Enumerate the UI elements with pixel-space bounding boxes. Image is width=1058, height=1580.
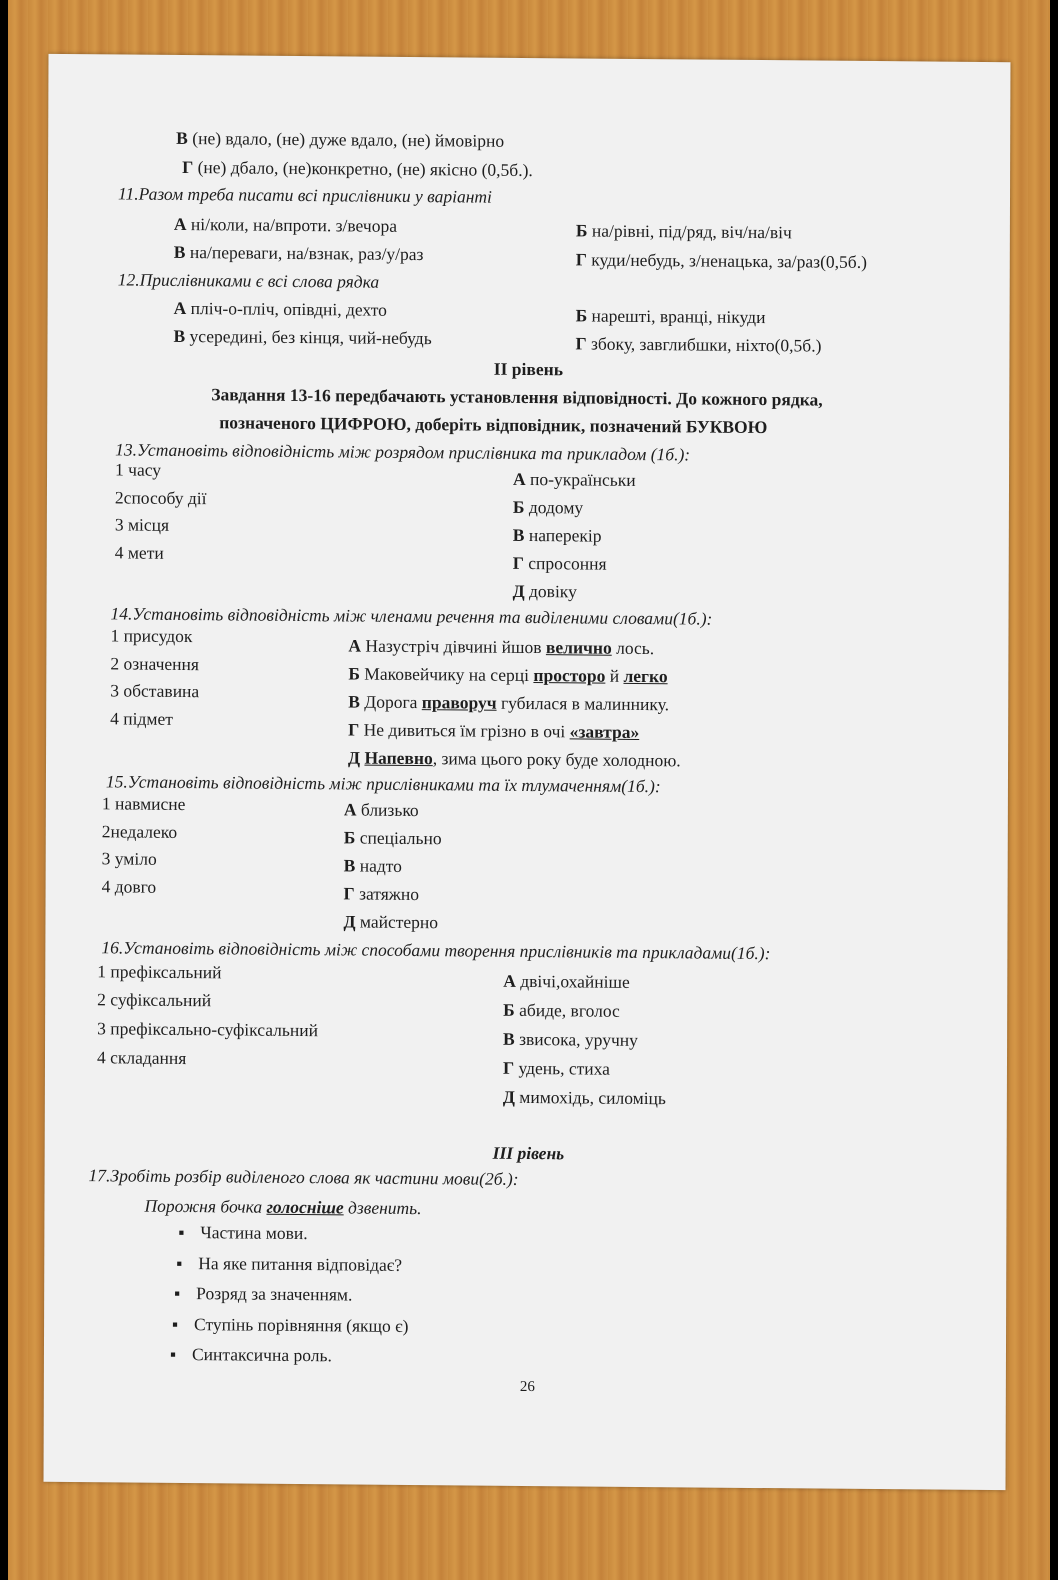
q13-left-4: 4 мети [114, 542, 164, 563]
document-page [44, 54, 1011, 1490]
q17-item-1: Частина мови. [200, 1222, 308, 1244]
q16-right-d: Д мимохідь, силоміць [502, 1086, 666, 1109]
q13-left-3: 3 місця [114, 514, 170, 535]
q15-left-2: 2недалеко [101, 821, 178, 842]
q16-left-3: 3 префіксально-суфіксальний [97, 1018, 319, 1041]
q13-right-g: Г спросоння [512, 552, 607, 574]
q16-left-1: 1 префіксальний [97, 961, 222, 983]
q14-title: 14.Установіть відповідність між членами речення та виділеними словами(1б.): [110, 603, 713, 629]
q17-item-5: Синтаксична роль. [191, 1344, 332, 1366]
q13-right-d: Д довіку [512, 580, 577, 602]
q13-right-a: А по-українськи [512, 468, 636, 490]
q12-option-b: Б нарешті, вранці, нікуди [575, 305, 766, 328]
q14-sentence-d: Д Напевно, зима цього року буде холодною. [348, 747, 681, 771]
q17-item-2: На яке питання відповідає? [198, 1253, 403, 1275]
q15-left-4: 4 довго [101, 876, 157, 897]
level-3-heading: ІІІ рівень [492, 1142, 565, 1164]
q15-right-g: Г затяжно [343, 883, 420, 905]
q11-option-b: Б на/рівні, під/ряд, віч/на/віч [575, 220, 792, 243]
q15-right-b: Б спеціально [343, 827, 442, 849]
q10-option-g: Г (не) дбало, (не)конкретно, (не) якісно (0,5б.). [182, 156, 533, 181]
q11-option-g: Г куди/небудь, з/ненацька, за/раз(0,5б.) [575, 249, 867, 272]
q14-left-3: 3 обставина [110, 680, 200, 702]
level-2-intro-line1: Завдання 13-16 передбачають установлення відповідності. До кожного рядка, [211, 384, 823, 410]
q17-sentence: Порожня бочка голосніше дзвенить. [144, 1195, 422, 1219]
q13-left-2: 2способу дії [114, 487, 207, 509]
q16-right-v: В звисока, уручну [503, 1028, 638, 1050]
q11-title: 11.Разом треба писати всі прислівники у варіанті [117, 183, 492, 207]
q13-right-v: В наперекір [512, 524, 602, 546]
q16-right-b: Б абиде, вголос [503, 999, 620, 1021]
q15-right-v: В надто [343, 855, 402, 876]
q13-left-1: 1 часу [115, 459, 162, 480]
level-2-heading: ІІ рівень [493, 358, 564, 380]
bullet-icon: ▪ [178, 1222, 185, 1243]
q12-title: 12.Прислівниками є всі слова рядка [117, 269, 380, 292]
q12-option-g: Г збоку, завглибшки, ніхто(0,5б.) [575, 333, 822, 356]
q14-left-2: 2 означення [110, 653, 199, 675]
q16-right-g: Г удень, стиха [502, 1057, 611, 1079]
q12-option-a: А пліч-о-пліч, опівдні, дехто [173, 297, 387, 320]
q14-sentence-a: А Назустріч дівчині йшов велично лось. [348, 635, 655, 659]
q16-title: 16.Установіть відповідність між способами творення прислівників та прикладами(1б.): [101, 937, 771, 964]
bullet-icon: ▪ [169, 1344, 177, 1364]
q15-left-3: 3 уміло [101, 848, 157, 869]
q14-sentence-g: Г Не дивиться їм грізно в очі «завтра» [348, 719, 640, 742]
q11-option-a: А ні/коли, на/впроти. з/вечора [173, 213, 398, 236]
q16-left-4: 4 складання [96, 1047, 187, 1069]
q17-title: 17.Зробіть розбір виділеного слова як частини мови(2б.): [88, 1165, 519, 1189]
q14-sentence-b: Б Маковейчику на серці просторо й легко [348, 663, 668, 687]
q13-title: 13.Установіть відповідність між розрядом прислівника та прикладом (1б.): [115, 439, 691, 465]
q17-item-3: Розряд за значенням. [196, 1283, 353, 1305]
bullet-icon: ▪ [174, 1283, 181, 1303]
q16-left-2: 2 суфіксальний [97, 989, 212, 1011]
q16-right-a: А двічі,охайніше [503, 970, 630, 992]
q14-left-1: 1 присудок [110, 625, 193, 647]
q14-left-4: 4 підмет [110, 708, 173, 729]
q10-option-v: В (не) вдало, (не) дуже вдало, (не) ймовірно [176, 127, 505, 151]
q15-right-a: А близько [343, 799, 419, 821]
q12-option-v: В усередині, без кінця, чий-небудь [173, 325, 432, 349]
level-2-intro-line2: позначеного ЦИФРОЮ, доберіть відповідник, позначений БУКВОЮ [219, 412, 768, 438]
q11-option-v: В на/переваги, на/взнак, раз/у/раз [173, 241, 424, 265]
bullet-icon: ▪ [172, 1314, 179, 1334]
q15-right-d: Д майстерно [343, 911, 439, 933]
page-number: 26 [519, 1378, 535, 1396]
q15-left-1: 1 навмисне [101, 793, 186, 815]
q14-sentence-v: В Дорога праворуч губилася в малиннику. [348, 691, 670, 715]
q15-title: 15.Установіть відповідність між прислівниками та їх тлумаченням(1б.): [105, 771, 661, 797]
q13-right-b: Б додому [512, 496, 584, 518]
q17-item-4: Ступінь порівняння (якщо є) [194, 1314, 409, 1336]
bullet-icon: ▪ [176, 1253, 183, 1273]
